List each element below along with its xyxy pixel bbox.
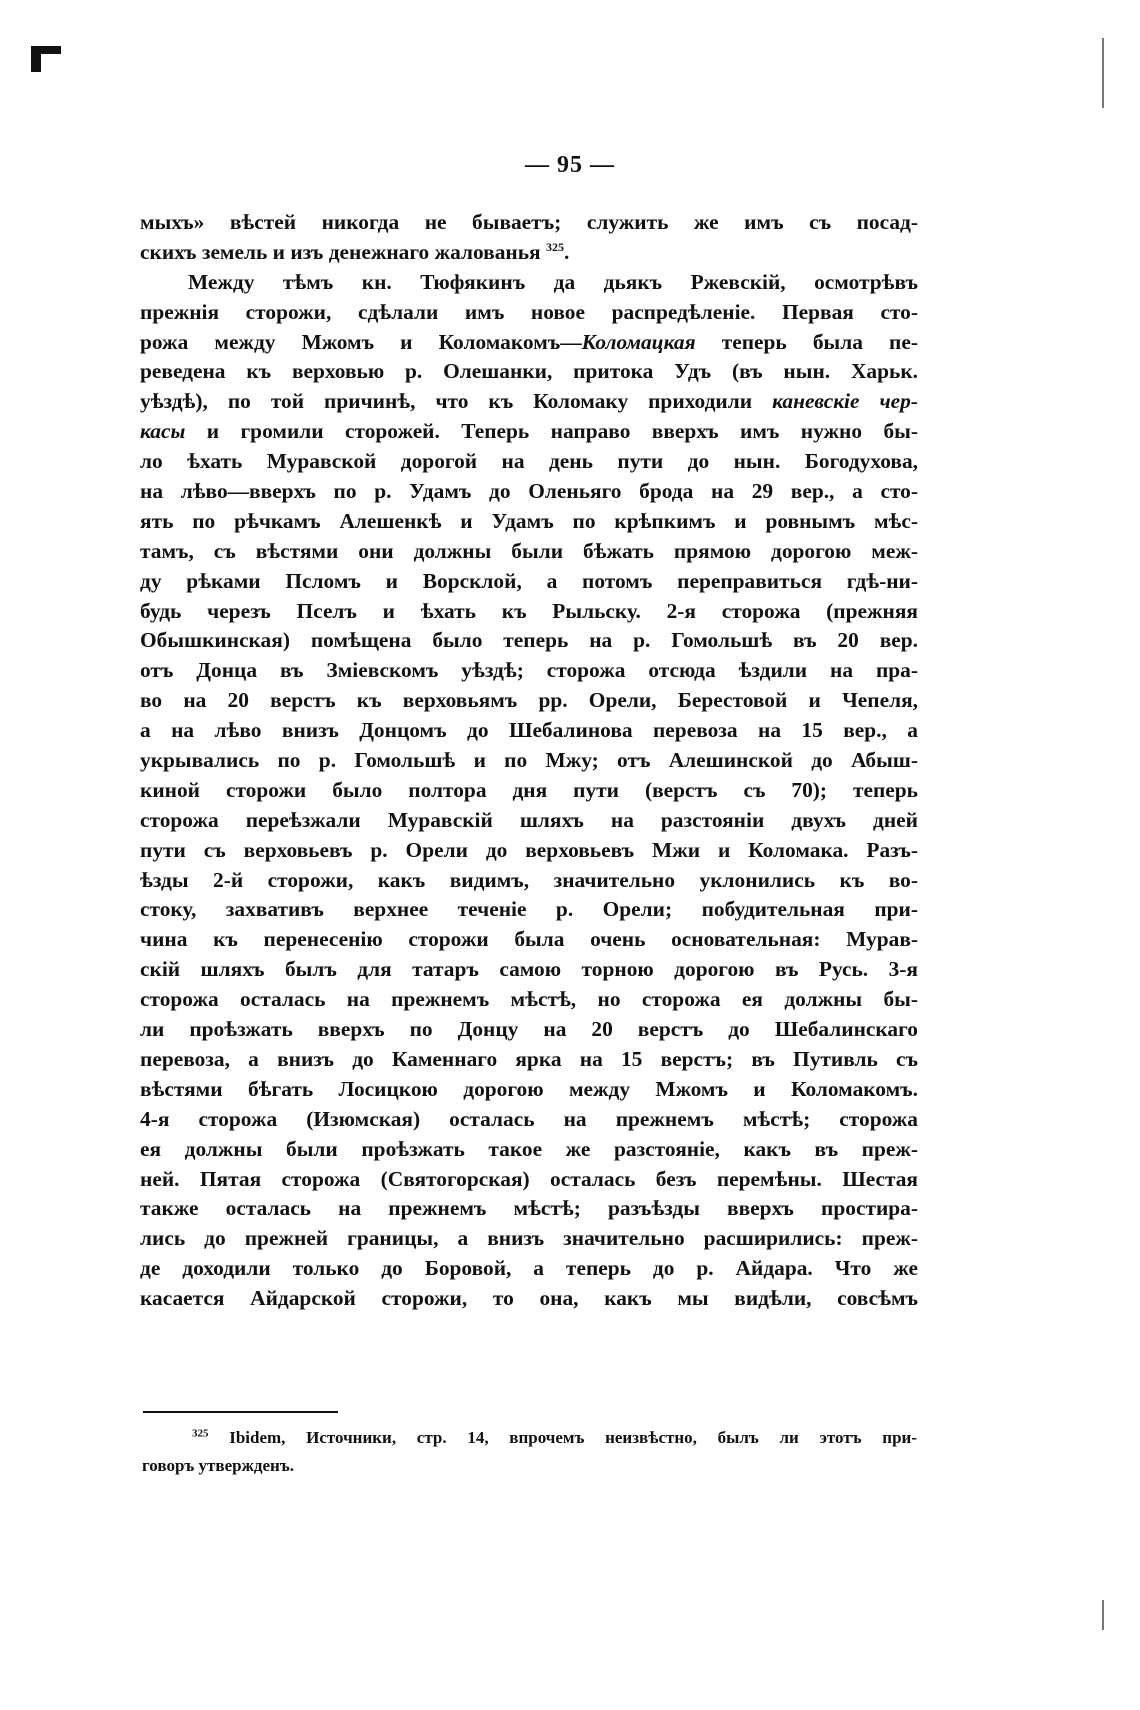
text-line: касается Айдарской сторожи, то она, какъ мы видѣли, совсѣмъ: [140, 1286, 918, 1311]
page-number: — 95 —: [525, 152, 615, 178]
text-line: вѣстями бѣгать Лосицкою дорогою между Мжомъ и Коломакомъ.: [140, 1076, 918, 1101]
text-line: скихъ земель и изъ денежнаго жалованья $^{325}$.: [140, 239, 570, 264]
footnote-number: 325: [192, 1427, 209, 1440]
text-line: ней. Пятая сторожа (Святогорская) осталась безъ перемѣны. Шестая: [140, 1166, 918, 1191]
text-line: ея должны были проѣзжать такое же разстояніе, какъ въ преж-: [140, 1136, 918, 1161]
text-line: мыхъ» вѣстей никогда не бываетъ; служить же имъ съ посад-: [140, 210, 918, 234]
footnote-divider: [143, 1411, 338, 1413]
footnote: [142, 1424, 917, 1480]
text-line: киной сторожи было полтора дня пути (верстъ съ 70); теперь: [140, 777, 918, 802]
text-line: уѣздѣ), по той причинѣ, что къ Коломаку приходили каневскіе чер-: [140, 389, 918, 414]
text-line: Между тѣмъ кн. Тюфякинъ да дьякъ Ржевскій, осмотрѣвъ: [188, 269, 918, 294]
text-line: укрывались по р. Гомольшѣ и по Мжу; отъ Алешинской до Абыш-: [140, 748, 918, 773]
text-line: также осталась на прежнемъ мѣстѣ; разъѣзды вверхъ простира-: [140, 1196, 918, 1221]
text-line: Обышкинская) помѣщена было теперь на р. Гомольшѣ въ 20 вер.: [140, 628, 918, 653]
text-line: ѣзды 2-й сторожи, какъ видимъ, значительно уклонились къ во-: [140, 867, 918, 892]
text-line: де доходили только до Боровой, а теперь до р. Айдара. Что же: [140, 1256, 918, 1281]
corner-scan-mark: [31, 46, 61, 72]
body-text: [140, 208, 918, 1314]
text-line: во на 20 верстъ къ верховьямъ рр. Орели, Берестовой и Чепеля,: [140, 688, 918, 713]
footnote-line: говоръ утвержденъ.: [142, 1456, 295, 1475]
text-line: будь черезъ Пселъ и ѣхать къ Рыльску. 2-я сторожа (прежняя: [140, 598, 918, 623]
footnote-reference: 325: [545, 239, 564, 254]
text-line: пути съ верховьевъ р. Орели до верховьевъ Мжи и Коломака. Разъ-: [140, 837, 918, 862]
text-line: сторожа осталась на прежнемъ мѣстѣ, но сторожа ея должны бы-: [140, 987, 918, 1012]
text-line: ло ѣхать Муравской дорогой на день пути до нын. Богодухова,: [140, 449, 918, 474]
text-line: чина къ перенесенію сторожи была очень основательная: Мурав-: [140, 927, 918, 952]
text-line: ять по рѣчкамъ Алешенкѣ и Удамъ по крѣпкимъ и ровнымъ мѣс-: [140, 508, 918, 533]
text-line: на лѣво—вверхъ по р. Удамъ до Оленьяго брода на 29 вер., а сто-: [140, 479, 918, 504]
text-line: касы и громили сторожей. Теперь направо вверхъ имъ нужно бы-: [140, 419, 918, 444]
text-line: стоку, захвативъ верхнее теченіе р. Орели; побудительная при-: [140, 897, 918, 922]
scan-edge-line-top: [1102, 38, 1104, 108]
footnote-line: $^{325}$ Ibidem, Источники, стр. 14, впрочемъ неизвѣстно, былъ ли этотъ при-: [192, 1427, 917, 1447]
text-line: ли проѣзжать вверхъ по Донцу на 20 верстъ до Шебалинскаго: [140, 1017, 918, 1042]
scan-edge-line-bottom: [1102, 1600, 1104, 1630]
text-line: рожа между Мжомъ и Коломакомъ—Коломацкая теперь была пе-: [140, 329, 918, 354]
text-line: сторожа переѣзжали Муравскій шляхъ на разстояніи двухъ дней: [140, 807, 918, 832]
text-line: 4-я сторожа (Изюмская) осталась на прежнемъ мѣстѣ; сторожа: [140, 1106, 918, 1131]
text-line: отъ Донца въ Зміевскомъ уѣздѣ; сторожа отсюда ѣздили на пра-: [140, 658, 918, 683]
text-line: лись до прежней границы, а внизъ значительно расширились: преж-: [140, 1226, 918, 1251]
text-line: ду рѣками Псломъ и Ворсклой, а потомъ переправиться гдѣ-ни-: [140, 568, 918, 593]
text-line: скій шляхъ былъ для татаръ самою торною дорогою въ Русь. 3-я: [140, 957, 918, 982]
text-line: а на лѣво внизъ Донцомъ до Шебалинова перевоза на 15 вер., а: [140, 718, 918, 743]
text-line: перевоза, а внизъ до Каменнаго ярка на 15 верстъ; въ Путивль съ: [140, 1046, 918, 1071]
text-line: реведена къ верховью р. Олешанки, притока Удъ (въ нын. Харьк.: [140, 359, 918, 384]
text-line: прежнія сторожи, сдѣлали имъ новое распредѣленіе. Первая сто-: [140, 299, 918, 324]
text-line: тамъ, съ вѣстями они должны были бѣжать прямою дорогою меж-: [140, 538, 918, 563]
